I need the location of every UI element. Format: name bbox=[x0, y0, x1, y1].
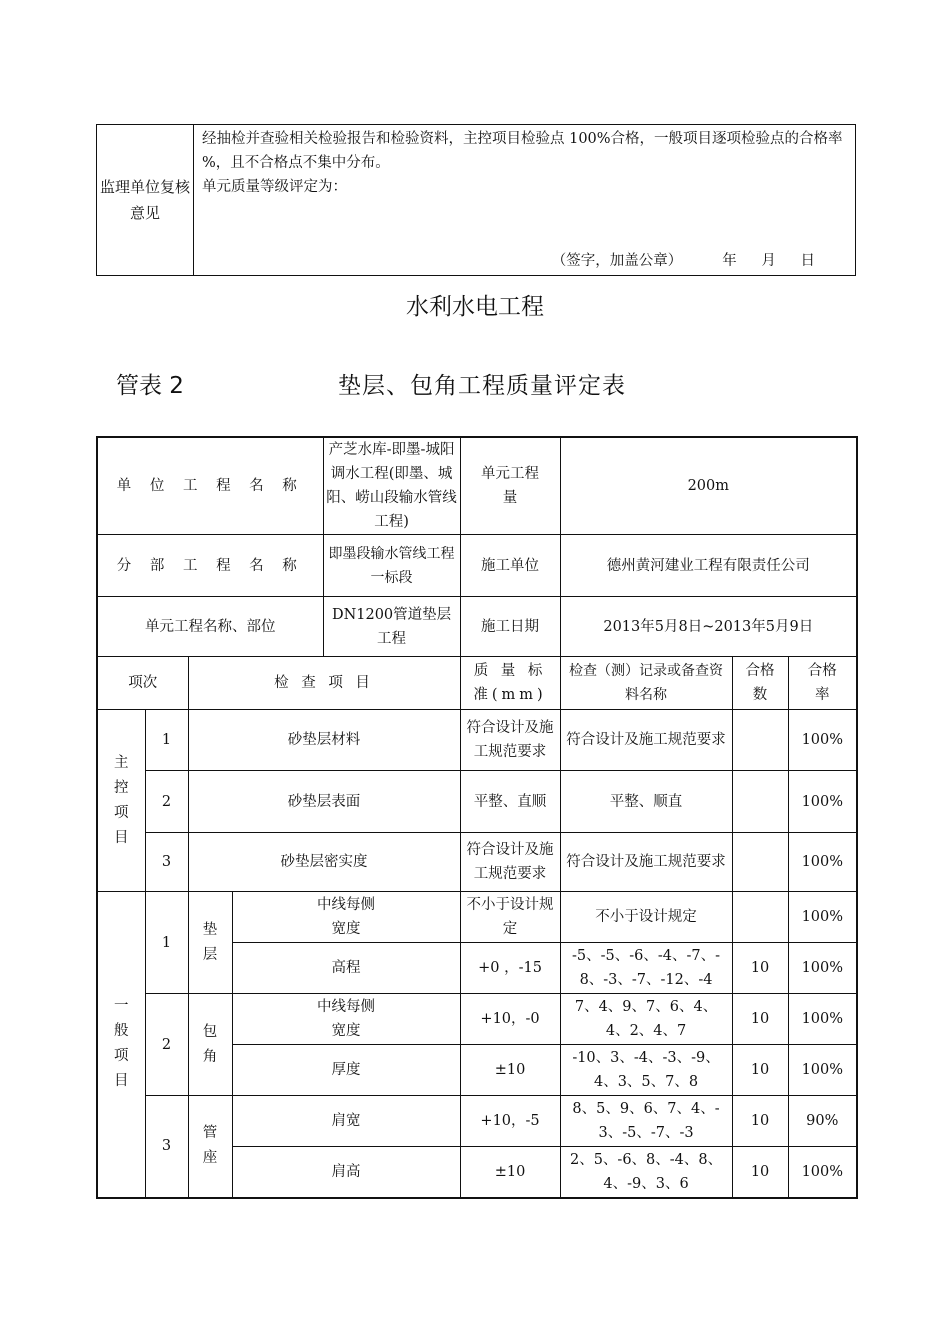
group-name bbox=[188, 1096, 232, 1198]
inspection-record: 符合设计及施工规范要求 bbox=[560, 833, 732, 892]
info-row bbox=[97, 597, 857, 657]
check-item: 砂垫层材料 bbox=[188, 710, 460, 771]
pass-count: 10 bbox=[732, 1045, 788, 1096]
inspection-record: 7、4、9、7、6、4、4、2、4、7 bbox=[560, 994, 732, 1045]
contractor-value: 德州黄河建业工程有限责任公司 bbox=[560, 535, 857, 597]
unit-project-label: 单 位 工 程 名 称 bbox=[97, 437, 323, 535]
item-no: 1 bbox=[145, 710, 188, 771]
item-no: 3 bbox=[145, 833, 188, 892]
table-row bbox=[97, 771, 857, 833]
header-check-item: 检 查 项 目 bbox=[188, 657, 460, 710]
supervision-text: 经抽检并查验相关检验报告和检验资料，主控项目检验点 100%合格，一般项目逐项检验点的合格率 %，且不合格点不集中分布。 bbox=[202, 131, 843, 171]
date-value: 2013年5月8日~2013年5月9日 bbox=[560, 597, 857, 657]
unit-qty-label-text: 单元工程量 bbox=[481, 466, 540, 506]
header-pass-rate-text: 合格率 bbox=[807, 663, 837, 703]
general-label bbox=[97, 892, 145, 1198]
pass-rate: 100% bbox=[788, 1147, 857, 1198]
inspection-record: 不小于设计规定 bbox=[560, 892, 732, 943]
table-row bbox=[97, 833, 857, 892]
check-item bbox=[232, 994, 460, 1045]
check-item: 砂垫层密实度 bbox=[188, 833, 460, 892]
pass-rate: 90% bbox=[788, 1096, 857, 1147]
header-pass-rate bbox=[788, 657, 857, 710]
pass-rate: 100% bbox=[788, 771, 857, 833]
supervision-opinion bbox=[194, 125, 856, 276]
check-item: 砂垫层表面 bbox=[188, 771, 460, 833]
inspection-record: 2、5、-6、8、-4、8、4、-9、3、6 bbox=[560, 1147, 732, 1198]
table-row bbox=[97, 1096, 857, 1147]
quality-standard: +10，-5 bbox=[460, 1096, 560, 1147]
quality-standard: 符合设计及施工规范要求 bbox=[460, 833, 560, 892]
pass-count bbox=[732, 710, 788, 771]
quality-standard: ±10 bbox=[460, 1045, 560, 1096]
quality-standard: +0 ，-15 bbox=[460, 943, 560, 994]
date-label: 施工日期 bbox=[460, 597, 560, 657]
group-name-text: 垫层 bbox=[202, 921, 218, 963]
inspection-record: -10、3、-4、-3、-9、4、3、5、7、8 bbox=[560, 1045, 732, 1096]
check-item bbox=[232, 892, 460, 943]
pass-count: 10 bbox=[732, 994, 788, 1045]
supervision-table bbox=[96, 124, 856, 276]
pass-count: 10 bbox=[732, 1147, 788, 1198]
info-row bbox=[97, 535, 857, 597]
pass-rate: 100% bbox=[788, 994, 857, 1045]
general-label-text: 一般项目 bbox=[114, 998, 129, 1090]
header-record: 检查（测）记录或备查资料名称 bbox=[560, 657, 732, 710]
pass-count: 10 bbox=[732, 1096, 788, 1147]
table-row bbox=[97, 892, 857, 943]
table-row bbox=[97, 710, 857, 771]
inspection-record: 平整、顺直 bbox=[560, 771, 732, 833]
inspection-record: 符合设计及施工规范要求 bbox=[560, 710, 732, 771]
inspection-record: 8、5、9、6、7、4、-3、-5、-7、-3 bbox=[560, 1096, 732, 1147]
pass-rate: 100% bbox=[788, 943, 857, 994]
main-control-label bbox=[97, 710, 145, 892]
group-name bbox=[188, 994, 232, 1096]
check-item: 肩高 bbox=[232, 1147, 460, 1198]
pass-count bbox=[732, 833, 788, 892]
sub-project-label: 分 部 工 程 名 称 bbox=[97, 535, 323, 597]
group-name-text: 管座 bbox=[202, 1125, 218, 1167]
signature-date: 年 月 日 bbox=[722, 253, 825, 269]
pass-count bbox=[732, 771, 788, 833]
header-row bbox=[97, 657, 857, 710]
item-no: 2 bbox=[145, 771, 188, 833]
check-item: 肩宽 bbox=[232, 1096, 460, 1147]
pass-rate: 100% bbox=[788, 1045, 857, 1096]
group-no: 3 bbox=[145, 1096, 188, 1198]
contractor-label: 施工单位 bbox=[460, 535, 560, 597]
info-row bbox=[97, 437, 857, 535]
header-standard: 质 量 标 准(mm) bbox=[460, 657, 560, 710]
pass-rate: 100% bbox=[788, 710, 857, 771]
sub-project-value: 即墨段输水管线工程一标段 bbox=[323, 535, 460, 597]
quality-standard: ±10 bbox=[460, 1147, 560, 1198]
signature-label: （签字，加盖公章） bbox=[551, 253, 683, 269]
check-item: 厚度 bbox=[232, 1045, 460, 1096]
quality-grade-line: 单元质量等级评定为： bbox=[202, 179, 347, 195]
unit-qty-value: 200m bbox=[560, 437, 857, 535]
header-item-no: 项次 bbox=[97, 657, 188, 710]
element-value: DN1200管道垫层工程 bbox=[323, 597, 460, 657]
group-name-text: 包角 bbox=[202, 1023, 218, 1065]
header-pass-count-text: 合格数 bbox=[745, 663, 775, 703]
group-no: 1 bbox=[145, 892, 188, 994]
table-row bbox=[97, 994, 857, 1045]
pass-count bbox=[732, 892, 788, 943]
pass-rate: 100% bbox=[788, 833, 857, 892]
signature-line bbox=[552, 249, 825, 273]
pass-count: 10 bbox=[732, 943, 788, 994]
quality-standard: 符合设计及施工规范要求 bbox=[460, 710, 560, 771]
header-pass-count bbox=[732, 657, 788, 710]
quality-standard: +10，-0 bbox=[460, 994, 560, 1045]
evaluation-table bbox=[96, 436, 858, 1199]
check-item-text: 中线每侧宽度 bbox=[317, 999, 376, 1039]
unit-qty-label bbox=[460, 437, 560, 535]
group-name bbox=[188, 892, 232, 994]
pass-rate: 100% bbox=[788, 892, 857, 943]
quality-standard: 平整、直顺 bbox=[460, 771, 560, 833]
group-no: 2 bbox=[145, 994, 188, 1096]
check-item: 高程 bbox=[232, 943, 460, 994]
unit-project-value: 产芝水库-即墨-城阳调水工程(即墨、城阳、崂山段输水管线工程) bbox=[323, 437, 460, 535]
inspection-record: -5、-5、-6、-4、-7、-8、-3、-7、-12、-4 bbox=[560, 943, 732, 994]
quality-standard: 不小于设计规定 bbox=[460, 892, 560, 943]
form-title: 垫层、包角工程质量评定表 bbox=[338, 373, 626, 399]
element-label: 单元工程名称、部位 bbox=[97, 597, 323, 657]
check-item-text: 中线每侧宽度 bbox=[317, 897, 376, 937]
org-heading: 水利水电工程 bbox=[406, 294, 544, 320]
table-number: 管表 2 bbox=[116, 373, 184, 399]
supervision-label: 监理单位复核意见 bbox=[97, 125, 194, 276]
main-control-label-text: 主控项目 bbox=[114, 754, 129, 846]
